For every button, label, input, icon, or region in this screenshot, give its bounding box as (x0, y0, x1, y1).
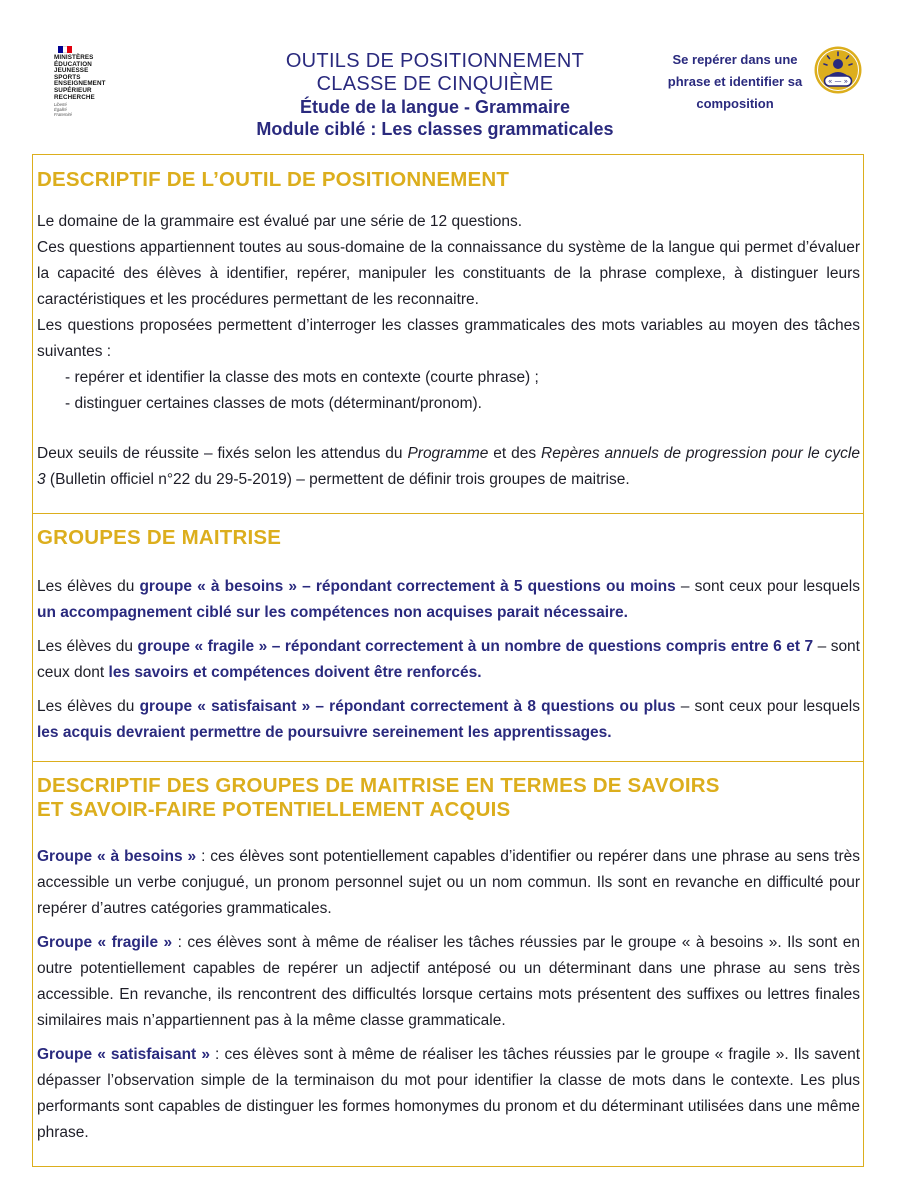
motto-line: Liberté (54, 102, 67, 108)
paragraph: Le domaine de la grammaire est évalué par une série de 12 questions. (37, 213, 523, 230)
section-title-line: ET SAVOIR-FAIRE POTENTIELLEMENT ACQUIS (37, 798, 511, 821)
text-run: Les élèves du (37, 698, 140, 715)
group-label: Groupe « satisfaisant » (37, 1046, 210, 1063)
text-run: : ces élèves sont à même de réaliser les tâches réussies par le groupe « à besoins ». Ils sont en outre potentiellement capables de repérer un adjectif antéposé ou un déterminant dans une phrase au sens très accessible. En revanche, ils rencontrent des difficultés lorsque certains mots présentent des suffixes ou lettres finales similaires mais n’appartiennent pas à la même classe grammaticale. (37, 934, 860, 1029)
text-run: (Bulletin officiel n°22 du 29-5-2019) – permettent de définir trois groupes de maitrise. (45, 471, 630, 488)
motto-line: Fraternité (54, 111, 72, 117)
group-paragraph (37, 694, 860, 746)
skill-label (660, 49, 810, 115)
text-run: – sont ceux pour lesquels (675, 698, 860, 715)
text-run: – sont ceux dont (37, 638, 860, 681)
section-title: GROUPES DE MAITRISE (37, 526, 282, 549)
group-paragraph (37, 634, 860, 686)
section-title (37, 774, 860, 822)
text-run-bold: groupe « à besoins » – répondant correctement à 5 questions ou moins (139, 578, 676, 595)
header-title-line-2: CLASSE DE CINQUIÈME (316, 73, 554, 95)
text-run: Les élèves du (37, 578, 140, 595)
skill-label-line: Se repérer dans une (672, 52, 798, 67)
header-title-line-1: OUTILS DE POSITIONNEMENT (285, 50, 585, 72)
text-run: Deux seuils de réussite – fixés selon les attendus du (37, 445, 408, 462)
section-mastery-groups (32, 512, 864, 762)
svg-text:« — »: « — » (827, 77, 849, 86)
skill-label-line: phrase et identifier sa (667, 74, 803, 89)
paragraph: Les questions proposées permettent d’interroger les classes grammaticales des mots variables au moyen des tâches suivantes : (37, 317, 860, 360)
motto-line: Égalité (54, 106, 67, 112)
text-run: : ces élèves sont potentiellement capables d’identifier ou repérer dans une phrase au sens très accessible un verbe conjugué, un pronom personnel sujet ou un nom commun. Ils sont en revanche en difficulté pour repérer d’autres catégories grammaticales. (37, 848, 860, 917)
text-run: – sont ceux pour lesquels (675, 578, 860, 595)
section-tool-description (32, 154, 864, 514)
header-subtitle-domain: Étude de la langue - Grammaire (299, 97, 571, 117)
group-paragraph (37, 574, 860, 626)
logo-line: MINISTÈRES (54, 54, 94, 61)
text-run-italic: Repères annuels de progression pour le cycle 3 (37, 445, 860, 488)
text-run-bold: un accompagnement ciblé sur les compétences non acquises parait nécessaire. (37, 604, 628, 621)
text-run-bold: les acquis devraient permettre de poursuivre sereinement les apprentissages. (37, 724, 612, 741)
paragraph (37, 441, 860, 493)
group-description (37, 930, 860, 1034)
skill-badge (660, 45, 875, 125)
list-item: - repérer et identifier la classe des mots en contexte (courte phrase) ; (65, 369, 539, 386)
ministry-logo (54, 46, 124, 118)
section-skills-description (32, 760, 864, 1167)
group-description (37, 1042, 860, 1146)
logo-line: SUPÉRIEUR (54, 86, 92, 94)
logo-line: ÉDUCATION (54, 60, 92, 68)
section-title-line: DESCRIPTIF DES GROUPES DE MAITRISE EN TERMES DE SAVOIRS (37, 774, 720, 797)
text-run-bold: groupe « satisfaisant » – répondant correctement à 8 questions ou plus (139, 698, 676, 715)
text-run-italic: Programme (407, 445, 489, 462)
logo-motto (54, 103, 124, 117)
document-header (200, 50, 670, 140)
french-flag-icon (58, 46, 72, 53)
text-run: et des (488, 445, 542, 462)
paragraph: Ces questions appartiennent toutes au sous-domaine de la connaissance du système de la langue qui permet d’évaluer la capacité des élèves à identifier, repérer, manipuler les constituants de la phrase complexe, à distinguer leurs caractéristiques et les procédures permettant de les reconnaitre. (37, 239, 860, 308)
text-run-bold: les savoirs et compétences doivent être renforcés. (108, 664, 482, 681)
logo-line: ENSEIGNEMENT (54, 80, 106, 88)
reading-person-icon (813, 45, 863, 95)
skill-label-line: composition (696, 96, 774, 111)
section-title: DESCRIPTIF DE L’OUTIL DE POSITIONNEMENT (37, 168, 510, 191)
logo-line: RECHERCHE (54, 93, 95, 101)
group-label: Groupe « à besoins » (37, 848, 197, 865)
text-run: : ces élèves sont à même de réaliser les tâches réussies par le groupe « fragile ». Ils savent dépasser l’observation simple de la terminaison du mot pour identifier la classe de mots dans le contexte. Les plus performants sont capables de distinguer les formes homonymes du pronom et du déterminant utilisées dans une même phrase. (37, 1046, 860, 1141)
text-run: Les élèves du (37, 638, 138, 655)
text-run-bold: groupe « fragile » – répondant correctement à un nombre de questions compris entre 6 et 7 (137, 638, 814, 655)
list-item: - distinguer certaines classes de mots (déterminant/pronom). (65, 395, 482, 412)
logo-text (54, 55, 124, 101)
group-label: Groupe « fragile » (37, 934, 173, 951)
logo-line: SPORTS (54, 73, 81, 81)
header-subtitle-module: Module ciblé : Les classes grammaticales (256, 119, 614, 139)
flag-red-band (67, 46, 72, 53)
logo-line: JEUNESSE (54, 67, 89, 75)
group-description (37, 844, 860, 922)
